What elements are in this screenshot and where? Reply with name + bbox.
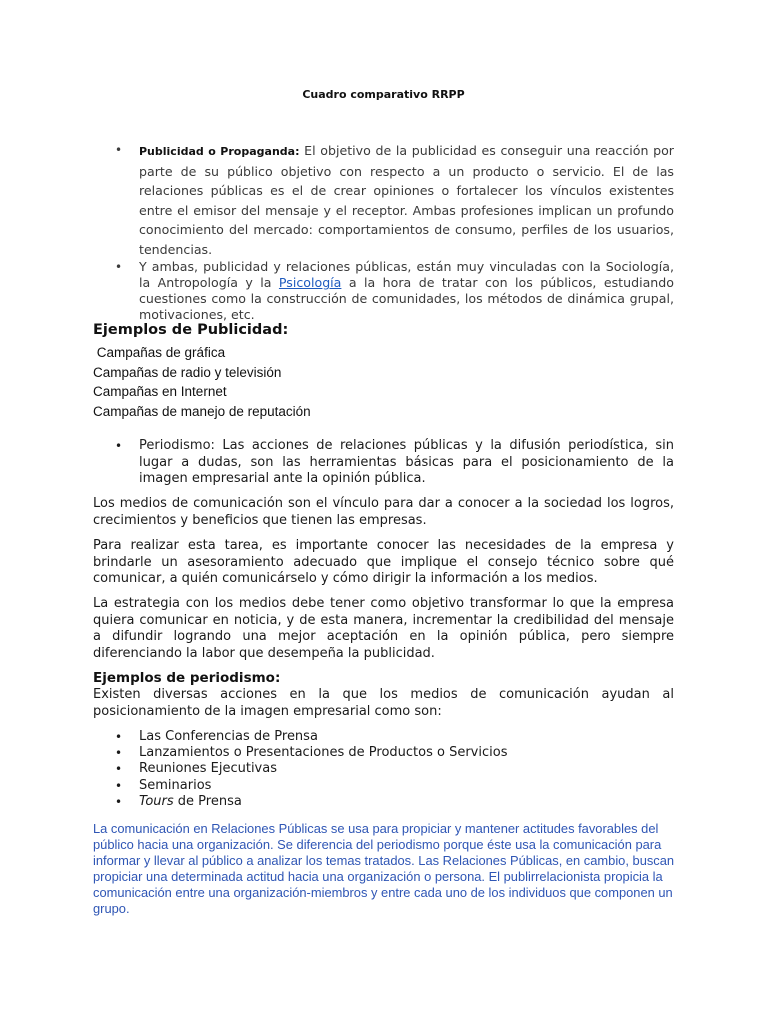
bullet-dot: • (115, 762, 123, 777)
vinculacion-text-after: a la hora de tratar con los públicos, estudiando cuestiones como la construcción de comunidades, los métodos de dinámica grupal, motivaciones, etc. (139, 275, 674, 322)
paragraph-tarea: Para realizar esta tarea, es importante conocer las necesidades de la empresa y brindarle un asesoramiento adecuado que implique el consejo técnico sobre qué comunicar, a quién comunicárselo y cómo dirigir la información a los medios. (93, 538, 674, 586)
list-item-label: Lanzamientos o Presentaciones de Productos o Servicios (139, 745, 508, 761)
bullet-dot: • (115, 730, 123, 744)
list-item: Campañas de radio y televisión (93, 364, 282, 380)
periodismo-examples-heading: Ejemplos de periodismo: (93, 670, 281, 686)
list-item (93, 729, 674, 745)
periodismo-lead: Periodismo: (139, 438, 215, 453)
vinculacion-text-before: Y ambas, publicidad y relaciones públicas, están muy vinculadas con la Sociología, la Antropología y la (139, 259, 674, 290)
list-item-label: Seminarios (139, 777, 212, 793)
bullet-vinculacion (93, 259, 674, 323)
paragraph-medios: Los medios de comunicación son el vínculo para dar a conocer a la sociedad los logros, crecimientos y beneficios que tienen las empresas. (93, 496, 674, 528)
publicidad-text: El objetivo de la publicidad es conseguir una reacción por parte de su público objetivo con respecto a un producto o servicio. El de las relaciones públicas es el de crear opiniones o fortalecer los vínculos existentes entre el emisor del mensaje y el receptor. Ambas profesiones implican un profundo conocimiento del mercado: comportamientos de consumo, perfiles de los usuarios, tendencias. (139, 143, 674, 257)
list-item: Campañas de gráfica (93, 345, 226, 360)
bullet-dot: • (115, 794, 123, 809)
bullet-dot: • (115, 260, 123, 274)
list-item-label: Reuniones Ejecutivas (139, 761, 277, 777)
comparison-bullet-list (93, 141, 674, 323)
bullet-dot: • (115, 746, 123, 761)
publicidad-lead: Publicidad o Propaganda: (139, 145, 300, 158)
paragraph-estrategia: La estrategia con los medios debe tener como objetivo transformar lo que la empresa quiera comunicar en noticia, y de esta manera, incrementar la credibilidad del mensaje a difundir logrando una mejor aceptación en la opinión pública, pero siempre diferenciando la labor que desempeña la publicidad. (93, 596, 674, 661)
periodismo-bullet-list (93, 438, 674, 488)
list-item (93, 778, 674, 794)
list-item (93, 794, 674, 810)
list-item (93, 761, 674, 777)
bullet-periodismo (93, 438, 674, 488)
periodismo-intro: Existen diversas acciones en la que los medios de comunicación ayudan al posicionamiento de la imagen empresarial como son: (93, 687, 674, 719)
document-title: Cuadro comparativo RRPP (302, 88, 465, 101)
bullet-dot: • (115, 143, 123, 157)
list-item-label: Las Conferencias de Prensa (139, 729, 318, 744)
bullet-dot: • (115, 439, 123, 453)
tours-italic: Tours (139, 793, 174, 809)
psicologia-link[interactable]: Psicología (278, 275, 342, 290)
list-item: Campañas de manejo de reputación (93, 403, 311, 419)
publicidad-examples-list (93, 343, 311, 421)
periodismo-text: Las acciones de relaciones públicas y la difusión periodística, sin lugar a dudas, son las herramientas básicas para el posicionamiento de la imagen empresarial ante la opinión pública. (139, 438, 674, 486)
publicidad-examples-heading: Ejemplos de Publicidad: (93, 322, 289, 338)
list-item-label: de Prensa (173, 793, 242, 809)
periodismo-examples-list (93, 729, 674, 810)
list-item (93, 745, 674, 761)
list-item: Campañas en Internet (93, 384, 227, 399)
bullet-dot: • (115, 778, 123, 793)
bullet-publicidad (93, 141, 674, 259)
closing-paragraph: La comunicación en Relaciones Públicas se usa para propiciar y mantener actitudes favorables del público hacia una organización. Se diferencia del periodismo porque éste usa la comunicación para informar y llevar al público a analizar los temas tratados. Las Relaciones Públicas, en cambio, buscan propiciar una determinada actitud hacia una organización o persona. El publirrelacionista propicia la comunicación entre una organización-miembros y entre cada uno de los individuos que componen un grupo. (93, 821, 675, 916)
